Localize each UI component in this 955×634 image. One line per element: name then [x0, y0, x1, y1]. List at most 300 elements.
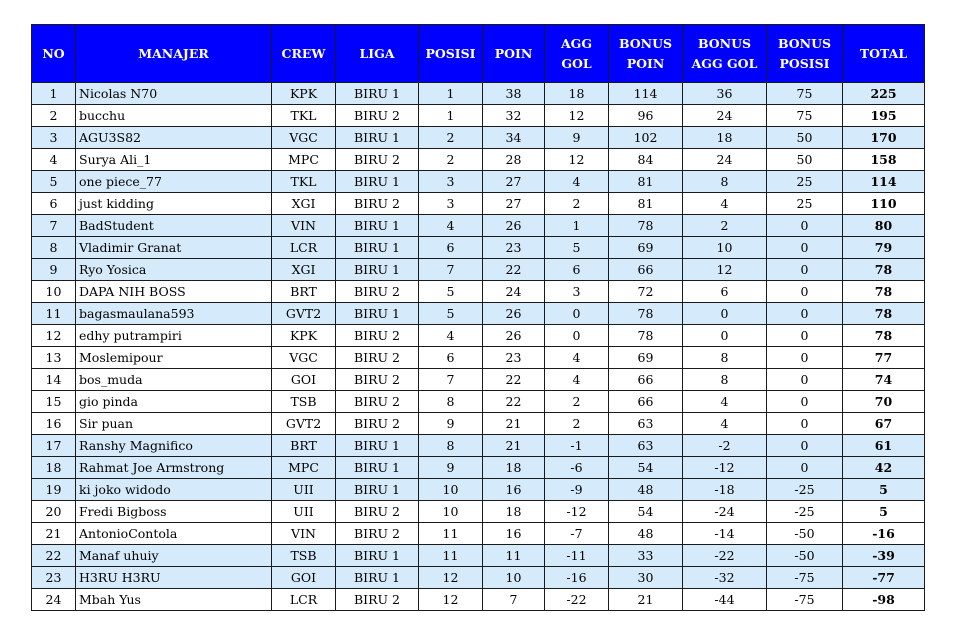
cell-no: 4	[32, 149, 76, 171]
cell-posisi: 2	[419, 127, 483, 149]
cell-poin: 16	[483, 523, 545, 545]
cell-total: -98	[843, 589, 925, 611]
cell-poin: 26	[483, 303, 545, 325]
table-row	[32, 193, 925, 215]
cell-bonus-posisi: 75	[767, 105, 843, 127]
cell-poin: 7	[483, 589, 545, 611]
cell-bonus-posisi: 0	[767, 259, 843, 281]
cell-posisi: 3	[419, 171, 483, 193]
cell-manajer: Manaf uhuiy	[76, 545, 272, 567]
table-header	[32, 25, 925, 83]
cell-no: 10	[32, 281, 76, 303]
cell-posisi: 4	[419, 325, 483, 347]
cell-bonus-posisi: -50	[767, 545, 843, 567]
cell-crew: BRT	[272, 435, 336, 457]
cell-bonus-agg-gol: 0	[683, 325, 767, 347]
cell-manajer: Vladimir Granat	[76, 237, 272, 259]
cell-posisi: 12	[419, 589, 483, 611]
cell-posisi: 12	[419, 567, 483, 589]
cell-poin: 18	[483, 457, 545, 479]
cell-crew: KPK	[272, 83, 336, 105]
cell-bonus-poin: 54	[609, 501, 683, 523]
cell-bonus-agg-gol: 4	[683, 413, 767, 435]
cell-manajer: Sir puan	[76, 413, 272, 435]
cell-agg-gol: 4	[545, 347, 609, 369]
cell-bonus-agg-gol: 8	[683, 171, 767, 193]
cell-bonus-agg-gol: 8	[683, 369, 767, 391]
cell-bonus-poin: 102	[609, 127, 683, 149]
cell-liga: BIRU 2	[336, 523, 419, 545]
cell-crew: VIN	[272, 523, 336, 545]
header-manajer	[76, 25, 272, 83]
header-label-line: BONUS	[697, 36, 752, 52]
cell-crew: VGC	[272, 347, 336, 369]
cell-bonus-poin: 63	[609, 413, 683, 435]
cell-total: 42	[843, 457, 925, 479]
cell-no: 9	[32, 259, 76, 281]
cell-no: 15	[32, 391, 76, 413]
cell-manajer: bos_muda	[76, 369, 272, 391]
cell-total: 78	[843, 325, 925, 347]
cell-agg-gol: 6	[545, 259, 609, 281]
cell-no: 1	[32, 83, 76, 105]
cell-manajer: Surya Ali_1	[76, 149, 272, 171]
cell-posisi: 5	[419, 303, 483, 325]
cell-manajer: H3RU H3RU	[76, 567, 272, 589]
header-label-line: NO	[42, 45, 65, 61]
cell-bonus-agg-gol: 12	[683, 259, 767, 281]
cell-agg-gol: 2	[545, 413, 609, 435]
header-no	[32, 25, 76, 83]
cell-bonus-poin: 48	[609, 523, 683, 545]
cell-no: 14	[32, 369, 76, 391]
cell-posisi: 11	[419, 523, 483, 545]
header-label-line: AGG GOL	[691, 55, 758, 71]
cell-bonus-poin: 78	[609, 215, 683, 237]
cell-bonus-posisi: 50	[767, 149, 843, 171]
cell-bonus-agg-gol: 10	[683, 237, 767, 259]
header-label-line: MANAJER	[138, 45, 209, 61]
cell-total: 78	[843, 259, 925, 281]
cell-bonus-poin: 69	[609, 237, 683, 259]
cell-bonus-posisi: -25	[767, 479, 843, 501]
cell-manajer: Ranshy Magnifico	[76, 435, 272, 457]
table-row	[32, 435, 925, 457]
cell-liga: BIRU 2	[336, 193, 419, 215]
header-row	[32, 25, 925, 83]
cell-poin: 21	[483, 435, 545, 457]
header-total	[843, 25, 925, 83]
header-label-line: BONUS	[777, 36, 832, 52]
cell-total: 5	[843, 501, 925, 523]
cell-poin: 16	[483, 479, 545, 501]
cell-no: 22	[32, 545, 76, 567]
cell-no: 16	[32, 413, 76, 435]
cell-agg-gol: 0	[545, 325, 609, 347]
cell-bonus-agg-gol: -24	[683, 501, 767, 523]
cell-manajer: gio pinda	[76, 391, 272, 413]
cell-bonus-agg-gol: 4	[683, 391, 767, 413]
table-row	[32, 325, 925, 347]
cell-no: 18	[32, 457, 76, 479]
cell-poin: 18	[483, 501, 545, 523]
cell-no: 11	[32, 303, 76, 325]
cell-posisi: 3	[419, 193, 483, 215]
cell-posisi: 8	[419, 435, 483, 457]
header-agg-gol	[545, 25, 609, 83]
header-label-line: POIN	[494, 45, 533, 61]
cell-bonus-agg-gol: -32	[683, 567, 767, 589]
table-row	[32, 281, 925, 303]
cell-poin: 32	[483, 105, 545, 127]
cell-crew: BRT	[272, 281, 336, 303]
cell-posisi: 7	[419, 259, 483, 281]
cell-bonus-agg-gol: 8	[683, 347, 767, 369]
cell-manajer: BadStudent	[76, 215, 272, 237]
cell-no: 5	[32, 171, 76, 193]
cell-bonus-posisi: 50	[767, 127, 843, 149]
cell-bonus-posisi: -50	[767, 523, 843, 545]
cell-total: 195	[843, 105, 925, 127]
header-posisi	[419, 25, 483, 83]
cell-crew: UII	[272, 479, 336, 501]
table-row	[32, 215, 925, 237]
cell-total: 79	[843, 237, 925, 259]
cell-manajer: edhy putrampiri	[76, 325, 272, 347]
cell-manajer: Rahmat Joe Armstrong	[76, 457, 272, 479]
cell-bonus-posisi: 0	[767, 215, 843, 237]
cell-total: 80	[843, 215, 925, 237]
cell-bonus-posisi: 0	[767, 347, 843, 369]
cell-no: 12	[32, 325, 76, 347]
cell-bonus-posisi: 75	[767, 83, 843, 105]
cell-bonus-posisi: 0	[767, 303, 843, 325]
cell-bonus-posisi: 0	[767, 413, 843, 435]
cell-agg-gol: 12	[545, 149, 609, 171]
table-row	[32, 83, 925, 105]
cell-manajer: AntonioContola	[76, 523, 272, 545]
cell-crew: UII	[272, 501, 336, 523]
header-bonus-poin	[609, 25, 683, 83]
cell-crew: LCR	[272, 589, 336, 611]
cell-poin: 27	[483, 193, 545, 215]
cell-posisi: 10	[419, 501, 483, 523]
header-label-line: GOL	[561, 55, 592, 71]
cell-posisi: 7	[419, 369, 483, 391]
cell-bonus-posisi: 0	[767, 435, 843, 457]
cell-no: 7	[32, 215, 76, 237]
cell-total: 78	[843, 303, 925, 325]
cell-manajer: just kidding	[76, 193, 272, 215]
cell-liga: BIRU 2	[336, 281, 419, 303]
cell-total: 61	[843, 435, 925, 457]
cell-bonus-poin: 54	[609, 457, 683, 479]
cell-bonus-agg-gol: -22	[683, 545, 767, 567]
table-row	[32, 501, 925, 523]
cell-bonus-poin: 66	[609, 369, 683, 391]
cell-liga: BIRU 1	[336, 479, 419, 501]
table-row	[32, 545, 925, 567]
cell-no: 13	[32, 347, 76, 369]
cell-bonus-agg-gol: 4	[683, 193, 767, 215]
table-row	[32, 391, 925, 413]
cell-no: 8	[32, 237, 76, 259]
cell-posisi: 6	[419, 237, 483, 259]
cell-manajer: Fredi Bigboss	[76, 501, 272, 523]
table-row	[32, 369, 925, 391]
table-row	[32, 567, 925, 589]
cell-liga: BIRU 2	[336, 369, 419, 391]
cell-bonus-poin: 30	[609, 567, 683, 589]
cell-manajer: Mbah Yus	[76, 589, 272, 611]
cell-poin: 24	[483, 281, 545, 303]
cell-crew: XGI	[272, 193, 336, 215]
cell-bonus-posisi: 0	[767, 391, 843, 413]
table-row	[32, 457, 925, 479]
cell-liga: BIRU 1	[336, 171, 419, 193]
cell-liga: BIRU 1	[336, 237, 419, 259]
table-row	[32, 479, 925, 501]
cell-liga: BIRU 1	[336, 127, 419, 149]
cell-no: 21	[32, 523, 76, 545]
cell-liga: BIRU 2	[336, 347, 419, 369]
header-bonus-posisi	[767, 25, 843, 83]
cell-liga: BIRU 1	[336, 567, 419, 589]
cell-bonus-agg-gol: 36	[683, 83, 767, 105]
cell-bonus-agg-gol: -14	[683, 523, 767, 545]
cell-liga: BIRU 2	[336, 391, 419, 413]
cell-poin: 22	[483, 391, 545, 413]
cell-total: -16	[843, 523, 925, 545]
cell-total: 225	[843, 83, 925, 105]
cell-bonus-posisi: 0	[767, 325, 843, 347]
cell-poin: 22	[483, 259, 545, 281]
cell-no: 23	[32, 567, 76, 589]
header-label-line: CREW	[281, 45, 326, 61]
cell-liga: BIRU 1	[336, 303, 419, 325]
cell-posisi: 2	[419, 149, 483, 171]
cell-posisi: 6	[419, 347, 483, 369]
standings-table	[31, 24, 925, 611]
header-liga	[336, 25, 419, 83]
cell-total: 67	[843, 413, 925, 435]
cell-crew: GVT2	[272, 413, 336, 435]
cell-agg-gol: -16	[545, 567, 609, 589]
cell-liga: BIRU 1	[336, 545, 419, 567]
cell-no: 19	[32, 479, 76, 501]
cell-agg-gol: -12	[545, 501, 609, 523]
cell-bonus-poin: 48	[609, 479, 683, 501]
cell-bonus-agg-gol: 18	[683, 127, 767, 149]
cell-bonus-posisi: -25	[767, 501, 843, 523]
cell-manajer: DAPA NIH BOSS	[76, 281, 272, 303]
cell-agg-gol: 2	[545, 193, 609, 215]
cell-bonus-posisi: -75	[767, 589, 843, 611]
cell-liga: BIRU 2	[336, 325, 419, 347]
cell-crew: GOI	[272, 369, 336, 391]
cell-agg-gol: 4	[545, 369, 609, 391]
cell-agg-gol: 2	[545, 391, 609, 413]
header-label-line: POSISI	[425, 45, 476, 61]
cell-total: -39	[843, 545, 925, 567]
cell-bonus-poin: 78	[609, 325, 683, 347]
cell-poin: 10	[483, 567, 545, 589]
cell-manajer: AGU3S82	[76, 127, 272, 149]
cell-manajer: Ryo Yosica	[76, 259, 272, 281]
cell-agg-gol: -9	[545, 479, 609, 501]
cell-poin: 38	[483, 83, 545, 105]
cell-posisi: 10	[419, 479, 483, 501]
cell-liga: BIRU 1	[336, 215, 419, 237]
standings-table-container	[31, 24, 924, 611]
cell-agg-gol: 0	[545, 303, 609, 325]
cell-bonus-poin: 33	[609, 545, 683, 567]
cell-bonus-poin: 96	[609, 105, 683, 127]
cell-bonus-posisi: 0	[767, 237, 843, 259]
cell-agg-gol: -6	[545, 457, 609, 479]
cell-bonus-agg-gol: 0	[683, 303, 767, 325]
cell-bonus-posisi: 0	[767, 457, 843, 479]
cell-liga: BIRU 1	[336, 259, 419, 281]
cell-bonus-posisi: -75	[767, 567, 843, 589]
cell-crew: GOI	[272, 567, 336, 589]
table-body	[32, 83, 925, 611]
cell-bonus-agg-gol: -2	[683, 435, 767, 457]
cell-crew: MPC	[272, 457, 336, 479]
cell-bonus-poin: 84	[609, 149, 683, 171]
cell-bonus-poin: 114	[609, 83, 683, 105]
cell-posisi: 9	[419, 413, 483, 435]
cell-crew: KPK	[272, 325, 336, 347]
cell-liga: BIRU 2	[336, 105, 419, 127]
cell-manajer: one piece_77	[76, 171, 272, 193]
cell-agg-gol: -7	[545, 523, 609, 545]
table-row	[32, 523, 925, 545]
cell-total: 78	[843, 281, 925, 303]
cell-liga: BIRU 1	[336, 457, 419, 479]
cell-posisi: 1	[419, 105, 483, 127]
cell-bonus-posisi: 0	[767, 281, 843, 303]
cell-posisi: 9	[419, 457, 483, 479]
cell-poin: 21	[483, 413, 545, 435]
cell-crew: VIN	[272, 215, 336, 237]
cell-no: 24	[32, 589, 76, 611]
cell-poin: 26	[483, 325, 545, 347]
cell-agg-gol: 9	[545, 127, 609, 149]
header-bonus-agg-gol	[683, 25, 767, 83]
cell-crew: MPC	[272, 149, 336, 171]
cell-agg-gol: 1	[545, 215, 609, 237]
cell-liga: BIRU 2	[336, 501, 419, 523]
cell-bonus-poin: 66	[609, 259, 683, 281]
table-row	[32, 171, 925, 193]
cell-no: 17	[32, 435, 76, 457]
cell-crew: TKL	[272, 105, 336, 127]
cell-total: 110	[843, 193, 925, 215]
cell-bonus-poin: 63	[609, 435, 683, 457]
cell-crew: TSB	[272, 391, 336, 413]
cell-bonus-agg-gol: 24	[683, 105, 767, 127]
cell-poin: 27	[483, 171, 545, 193]
cell-bonus-agg-gol: -12	[683, 457, 767, 479]
cell-poin: 11	[483, 545, 545, 567]
cell-poin: 28	[483, 149, 545, 171]
cell-crew: TKL	[272, 171, 336, 193]
cell-crew: VGC	[272, 127, 336, 149]
header-label-line: TOTAL	[859, 45, 908, 61]
cell-total: 70	[843, 391, 925, 413]
cell-poin: 34	[483, 127, 545, 149]
cell-agg-gol: 18	[545, 83, 609, 105]
cell-bonus-poin: 72	[609, 281, 683, 303]
cell-bonus-poin: 78	[609, 303, 683, 325]
cell-liga: BIRU 1	[336, 83, 419, 105]
cell-bonus-agg-gol: -44	[683, 589, 767, 611]
cell-agg-gol: 5	[545, 237, 609, 259]
cell-agg-gol: -11	[545, 545, 609, 567]
header-label-line: AGG	[560, 36, 593, 52]
cell-agg-gol: -22	[545, 589, 609, 611]
table-row	[32, 347, 925, 369]
cell-agg-gol: 12	[545, 105, 609, 127]
header-label-line: LIGA	[359, 45, 395, 61]
cell-posisi: 11	[419, 545, 483, 567]
table-row	[32, 237, 925, 259]
cell-bonus-poin: 69	[609, 347, 683, 369]
cell-liga: BIRU 2	[336, 589, 419, 611]
cell-posisi: 4	[419, 215, 483, 237]
cell-bonus-poin: 66	[609, 391, 683, 413]
cell-liga: BIRU 2	[336, 413, 419, 435]
table-row	[32, 413, 925, 435]
cell-posisi: 5	[419, 281, 483, 303]
cell-bonus-poin: 81	[609, 171, 683, 193]
cell-no: 6	[32, 193, 76, 215]
cell-bonus-posisi: 0	[767, 369, 843, 391]
header-poin	[483, 25, 545, 83]
cell-agg-gol: -1	[545, 435, 609, 457]
cell-manajer: Nicolas N70	[76, 83, 272, 105]
table-row	[32, 303, 925, 325]
cell-agg-gol: 3	[545, 281, 609, 303]
cell-crew: TSB	[272, 545, 336, 567]
header-label-line: POSISI	[779, 55, 830, 71]
cell-poin: 23	[483, 237, 545, 259]
cell-total: -77	[843, 567, 925, 589]
cell-manajer: Moslemipour	[76, 347, 272, 369]
table-row	[32, 589, 925, 611]
cell-posisi: 8	[419, 391, 483, 413]
cell-posisi: 1	[419, 83, 483, 105]
cell-bonus-agg-gol: -18	[683, 479, 767, 501]
cell-crew: GVT2	[272, 303, 336, 325]
cell-bonus-posisi: 25	[767, 171, 843, 193]
cell-crew: LCR	[272, 237, 336, 259]
cell-agg-gol: 4	[545, 171, 609, 193]
cell-bonus-poin: 81	[609, 193, 683, 215]
cell-bonus-posisi: 25	[767, 193, 843, 215]
header-crew	[272, 25, 336, 83]
cell-total: 114	[843, 171, 925, 193]
table-row	[32, 127, 925, 149]
cell-liga: BIRU 1	[336, 435, 419, 457]
cell-total: 74	[843, 369, 925, 391]
table-row	[32, 259, 925, 281]
cell-manajer: ki joko widodo	[76, 479, 272, 501]
cell-crew: XGI	[272, 259, 336, 281]
cell-bonus-agg-gol: 6	[683, 281, 767, 303]
cell-poin: 22	[483, 369, 545, 391]
